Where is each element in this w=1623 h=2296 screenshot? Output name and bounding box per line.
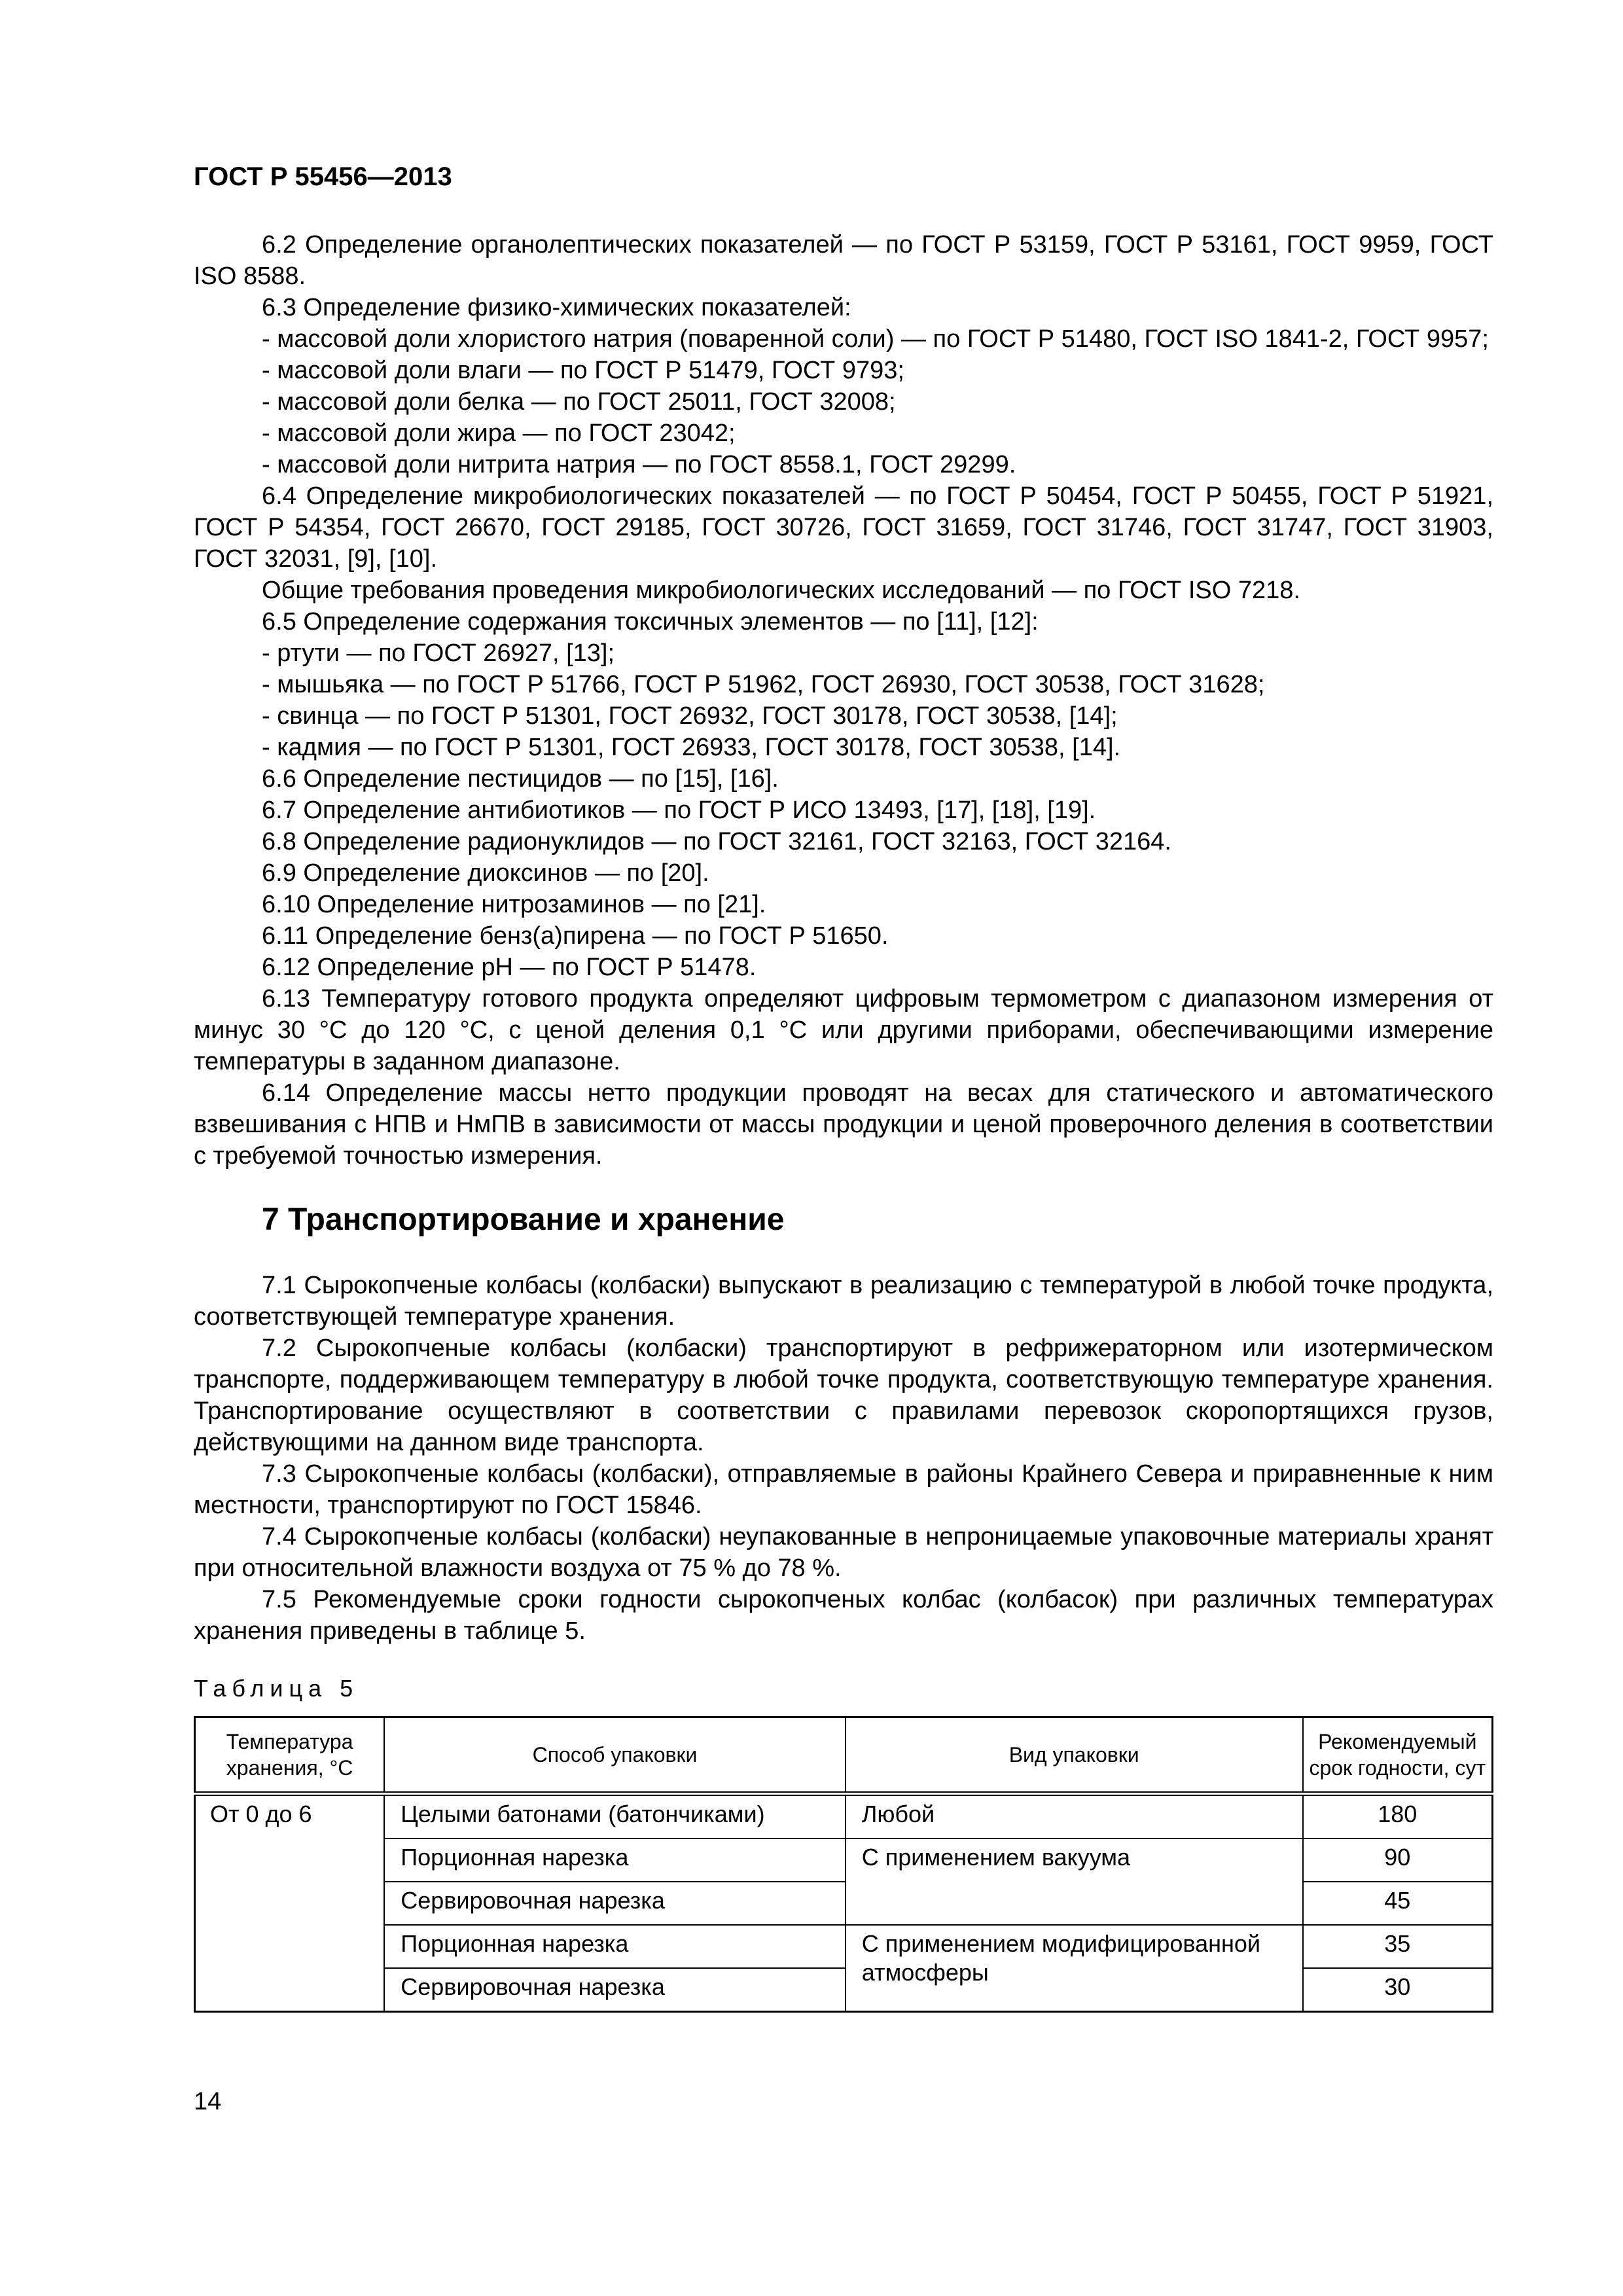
paragraph: - массовой доли влаги — по ГОСТ Р 51479, ГОСТ 9793; <box>262 357 904 384</box>
paragraph: 6.14 Определение массы нетто продукции проводят на весах для статического и автоматического взвешивания с НПВ и НмПВ в зависимости от массы продукции и ценой проверочного деления в соответствии с требуемой точностью измерения. <box>194 1079 1493 1170</box>
paragraph: - ртути — по ГОСТ 26927, [13]; <box>262 639 615 667</box>
paragraph: 6.13 Температуру готового продукта определяют цифровым термометром с диапазоном измерения от минус 30 °С до 120 °С, с ценой деления 0,1 °С или другими приборами, обеспечивающими измерение температуры в заданном диапазоне. <box>194 985 1493 1075</box>
paragraph: 7.3 Сырокопченые колбасы (колбаски), отправляемые в районы Крайнего Севера и приравненные к ним местности, транспортируют по ГОСТ 15846. <box>194 1460 1493 1519</box>
paragraph: - массовой доли хлористого натрия (поваренной соли) — по ГОСТ Р 51480, ГОСТ ISO 1841-2, ГОСТ 9957; <box>262 325 1489 353</box>
table-cell-term: 90 <box>1303 1839 1493 1882</box>
paragraph: 6.12 Определение рН — по ГОСТ Р 51478. <box>262 954 757 981</box>
document-code-header: ГОСТ Р 55456—2013 <box>194 162 452 191</box>
table-cell-temperature: От 0 до 6 <box>195 1794 385 2012</box>
paragraph: 6.6 Определение пестицидов — по [15], [16]. <box>262 765 779 793</box>
paragraph: 6.9 Определение диоксинов — по [20]. <box>262 859 709 887</box>
paragraph: - массовой доли нитрита натрия — по ГОСТ 8558.1, ГОСТ 29299. <box>262 451 1016 478</box>
paragraph: - массовой доли жира — по ГОСТ 23042; <box>262 420 736 447</box>
table-cell-term: 45 <box>1303 1882 1493 1925</box>
paragraph: 6.2 Определение органолептических показателей — по ГОСТ Р 53159, ГОСТ Р 53161, ГОСТ 9959, ГОСТ ISO 8588. <box>194 231 1493 290</box>
paragraph: 7.5 Рекомендуемые сроки годности сырокопченых колбас (колбасок) при различных температурах хранения приведены в таблице 5. <box>194 1586 1493 1645</box>
table-row <box>195 1925 1493 1968</box>
paragraph: - массовой доли белка — по ГОСТ 25011, ГОСТ 32008; <box>262 388 896 416</box>
table-header-cell: Рекомендуемый срок годности, сут <box>1303 1717 1493 1794</box>
table-cell-method: Порционная нарезка <box>384 1925 846 1968</box>
paragraph: 7.1 Сырокопченые колбасы (колбаски) выпускают в реализацию с температурой в любой точке продукта, соответствующей температуре хранения. <box>194 1272 1493 1331</box>
table-cell-term: 180 <box>1303 1794 1493 1839</box>
paragraph: Общие требования проведения микробиологических исследований — по ГОСТ ISO 7218. <box>262 577 1300 604</box>
paragraph: 6.4 Определение микробиологических показателей — по ГОСТ Р 50454, ГОСТ Р 50455, ГОСТ Р 51921, ГОСТ Р 54354, ГОСТ 26670, ГОСТ 29185, ГОСТ 30726, ГОСТ 31659, ГОСТ 31746, ГОСТ 31747, ГОСТ 31903, ГОСТ 32031, [9], [10]. <box>194 482 1493 573</box>
table-header-cell: Температура хранения, °С <box>195 1717 385 1794</box>
paragraph: 7.4 Сырокопченые колбасы (колбаски) неупакованные в непроницаемые упаковочные материалы хранят при относительной влажности воздуха от 75 % до 78 %. <box>194 1523 1493 1582</box>
table-row <box>195 1794 1493 1839</box>
paragraph: 6.5 Определение содержания токсичных элементов — по [11], [12]: <box>262 608 1039 636</box>
table-cell-kind: С применением модифицированной атмосферы <box>846 1925 1303 2012</box>
paragraph: 6.8 Определение радионуклидов — по ГОСТ 32161, ГОСТ 32163, ГОСТ 32164. <box>262 828 1171 855</box>
section-7-title: 7 Транспортирование и хранение <box>262 1202 785 1237</box>
table-cell-term: 35 <box>1303 1925 1493 1968</box>
paragraph: - мышьяка — по ГОСТ Р 51766, ГОСТ Р 51962, ГОСТ 26930, ГОСТ 30538, ГОСТ 31628; <box>262 671 1265 698</box>
table-header-cell: Способ упаковки <box>384 1717 846 1794</box>
table-cell-method: Порционная нарезка <box>384 1839 846 1882</box>
paragraph: 6.3 Определение физико-химических показателей: <box>262 294 851 321</box>
table-cell-term: 30 <box>1303 1968 1493 2012</box>
table-cell-method: Сервировочная нарезка <box>384 1968 846 2012</box>
page-body <box>194 229 1493 2013</box>
storage-table <box>194 1716 1493 2013</box>
paragraph: 7.2 Сырокопченые колбасы (колбаски) транспортируют в рефрижераторном или изотермическом транспорте, поддерживающем температуру в любой точке продукта, соответствующую температуре хранения. Транспортирование осуществляют в соответствии с правилами перевозок скоропортящихся грузов, действующими на данном виде транспорта. <box>194 1335 1493 1456</box>
page-number: 14 <box>194 2088 222 2115</box>
table-caption: Таблица 5 <box>194 1675 359 1702</box>
paragraph: - свинца — по ГОСТ Р 51301, ГОСТ 26932, ГОСТ 30178, ГОСТ 30538, [14]; <box>262 702 1118 730</box>
paragraph: 6.7 Определение антибиотиков — по ГОСТ Р ИСО 13493, [17], [18], [19]. <box>262 797 1096 824</box>
paragraph: 6.10 Определение нитрозаминов — по [21]. <box>262 891 766 918</box>
table-cell-method: Сервировочная нарезка <box>384 1882 846 1925</box>
table-header-row <box>195 1717 1493 1794</box>
paragraph: - кадмия — по ГОСТ Р 51301, ГОСТ 26933, ГОСТ 30178, ГОСТ 30538, [14]. <box>262 734 1121 761</box>
paragraph: 6.11 Определение бенз(а)пирена — по ГОСТ Р 51650. <box>262 922 889 950</box>
table-cell-method: Целыми батонами (батончиками) <box>384 1794 846 1839</box>
table-header-cell: Вид упаковки <box>846 1717 1303 1794</box>
table-cell-kind: Любой <box>846 1794 1303 1839</box>
table-row <box>195 1839 1493 1882</box>
table-cell-kind: С применением вакуума <box>846 1839 1303 1925</box>
